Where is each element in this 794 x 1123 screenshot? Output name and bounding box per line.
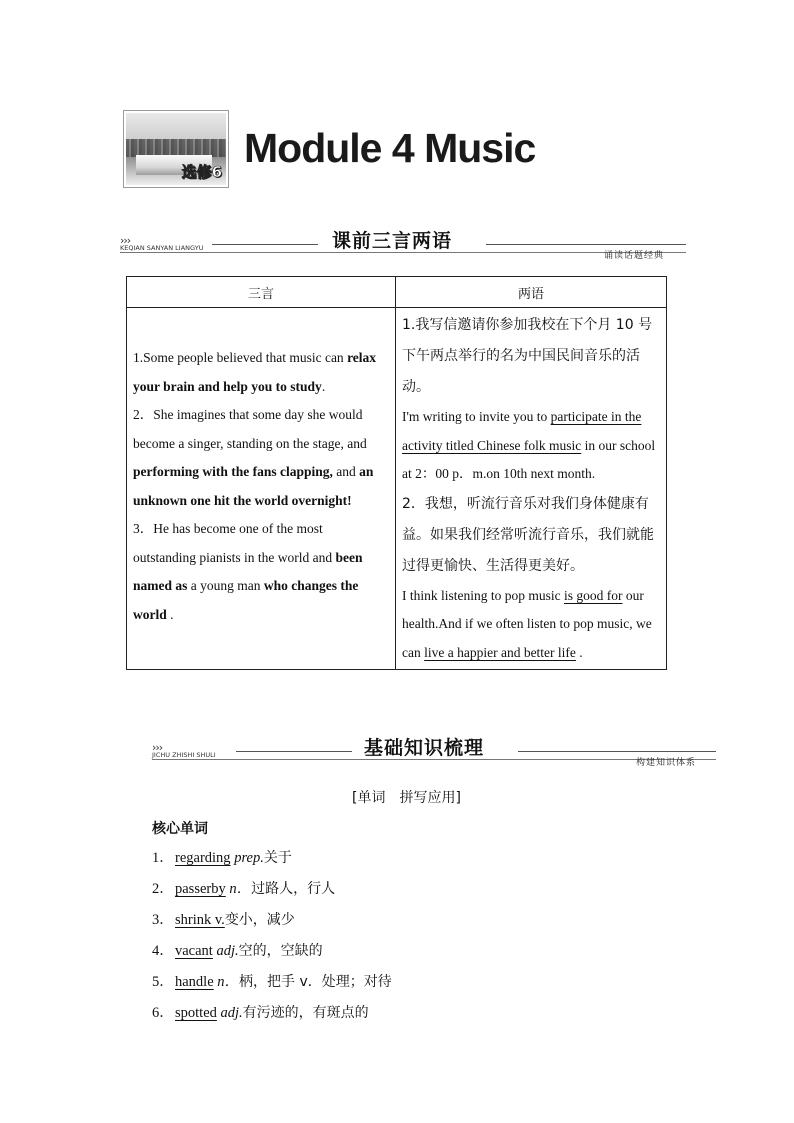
section-pinyin: JICHU ZHISHI SHULI: [152, 751, 216, 759]
english-answer-2: I think listening to pop music is good for our health.And if we often listen to pop music, we can live a happier and better life .: [402, 587, 652, 660]
vocab-item: 6．spotted adj.有污迹的，有斑点的: [152, 1005, 369, 1021]
section-pinyin: KEQIAN SANYAN LIANGYU: [120, 244, 204, 252]
vocab-item: 4．vacant adj.空的，空缺的: [152, 943, 323, 959]
section-banner-pre: [120, 228, 686, 262]
chevron-icon: ›››: [120, 234, 131, 247]
vocab-subheading: [单词 拼写应用]: [352, 790, 461, 806]
landscape-photo: [126, 113, 226, 185]
badge-label: 选修6: [181, 163, 222, 181]
sentence-3: 3．He has become one of the most outstanding pianists in the world and been named as a young man who changes the world .: [133, 521, 363, 622]
vocab-item: 3．shrink v.变小，减少: [152, 912, 295, 928]
sanyan-cell: [127, 308, 396, 670]
section-title: 基础知识梳理: [364, 737, 485, 759]
core-words-label: 核心单词: [152, 821, 208, 837]
table-header-sanyan: 三言: [127, 277, 396, 308]
vocab-item: 2．passerby n．过路人，行人: [152, 881, 336, 897]
section-title: 课前三言两语: [332, 230, 453, 252]
vocab-item: 1．regarding prep.关于: [152, 850, 292, 866]
chevron-icon: ›››: [152, 741, 163, 754]
section-subtitle: 构建知识体系: [636, 758, 697, 768]
table-header-liangyu: 两语: [396, 277, 667, 308]
phrases-table: [126, 276, 667, 670]
chinese-prompt-1: 1.我写信邀请你参加我校在下个月 10 号下午两点举行的名为中国民间音乐的活动。: [402, 317, 653, 395]
section-banner-basic: [152, 735, 716, 769]
section-subtitle: 诵读话题经典: [604, 251, 665, 261]
sentence-2: 2．She imagines that some day she would become a singer, standing on the stage, and performing with the fans clapping, and an unknown one hit the world overnight!: [133, 407, 374, 508]
chinese-prompt-2: 2．我想，听流行音乐对我们身体健康有益。如果我们经常听流行音乐，我们就能过得更愉快、生活得更美好。: [402, 495, 654, 574]
sentence-1: 1.Some people believed that music can relax your brain and help you to study.: [133, 350, 377, 394]
vocab-item: 5．handle n．柄，把手 v．处理；对待: [152, 974, 392, 990]
vocab-list: [152, 846, 392, 1032]
liangyu-cell: [396, 308, 667, 670]
module-title: Module 4 Music: [244, 125, 536, 171]
english-answer-1: I'm writing to invite you to participate in the activity titled Chinese folk music in our school at 2：00 p．m.on 10th next month.: [402, 409, 656, 481]
module-badge: [123, 110, 229, 188]
